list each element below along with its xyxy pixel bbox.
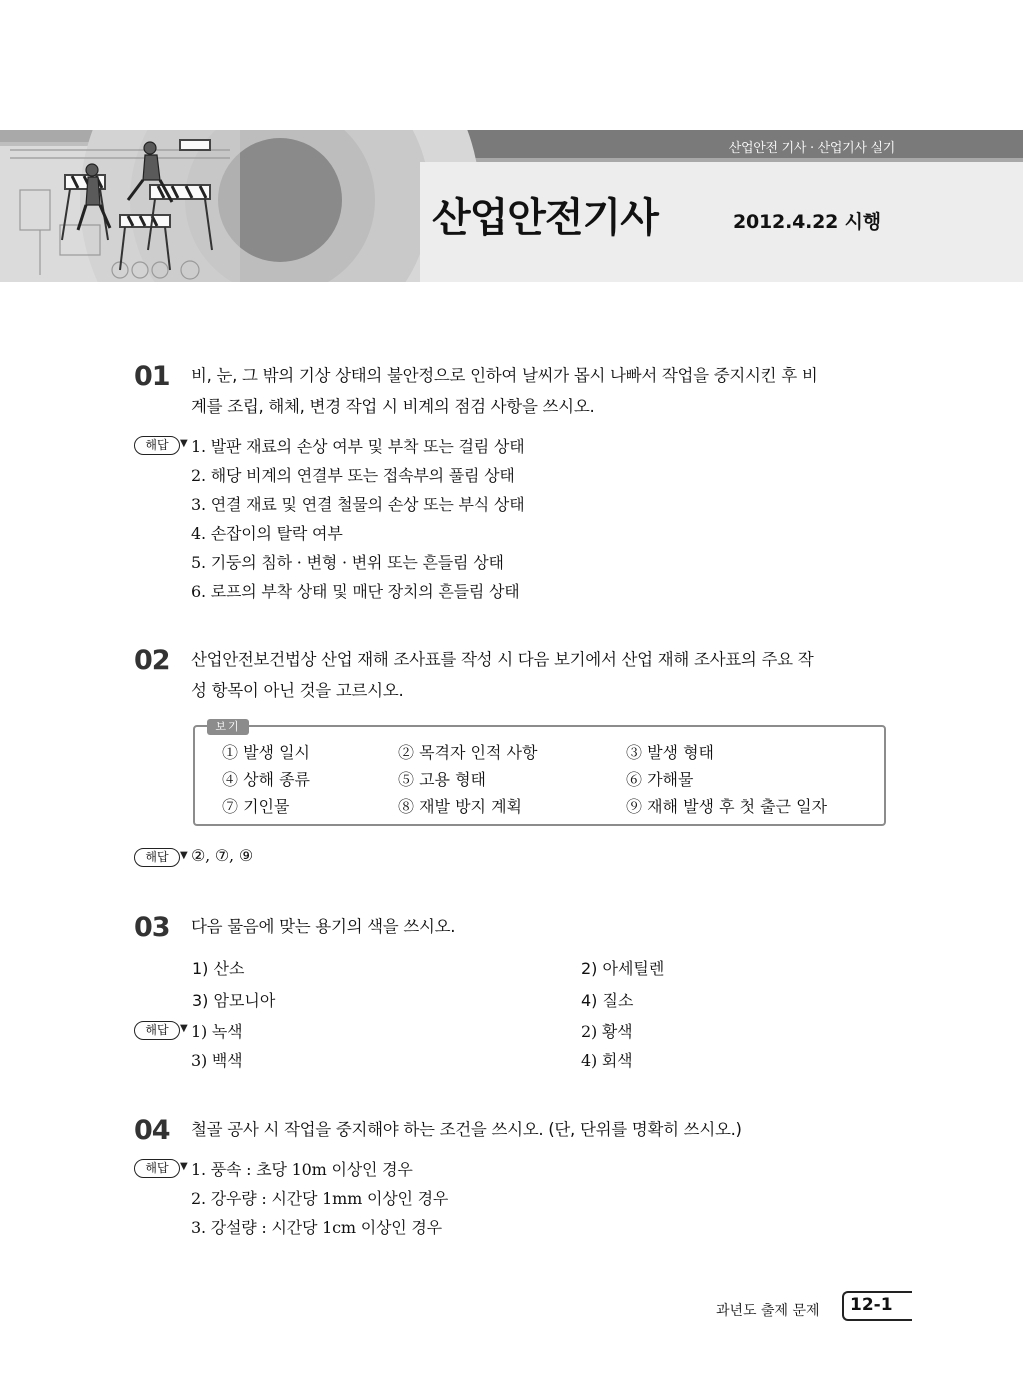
answer-line: 5. 기둥의 침하 · 변형 · 변위 또는 흔들림 상태 [191, 553, 504, 572]
answer-label: 해답 [134, 1159, 180, 1178]
example-item: ⑤ 고용 형태 [398, 770, 486, 789]
arrow-down-icon: ▼ [180, 850, 188, 861]
answer-line: 3) 백색 [191, 1051, 243, 1070]
answer-line: 2. 해당 비계의 연결부 또는 접속부의 풀림 상태 [191, 466, 515, 485]
arrow-down-icon: ▼ [180, 1023, 188, 1034]
example-label: 보기 [207, 719, 249, 735]
answer-tag [134, 436, 192, 455]
answer-tag [134, 1159, 192, 1178]
question-item: 3) 암모니아 [192, 991, 276, 1010]
example-item: ⑥ 가해물 [626, 770, 694, 789]
question-item: 4) 질소 [581, 991, 634, 1010]
question-line: 성 항목이 아닌 것을 고르시오. [191, 681, 404, 700]
answer-line: 1. 풍속 : 초당 10m 이상인 경우 [191, 1160, 413, 1179]
answer-line: 4) 회색 [581, 1051, 633, 1070]
answer-tag [134, 848, 192, 867]
question-text [191, 644, 891, 706]
question-text [191, 360, 891, 422]
question-number: 01 [134, 361, 170, 392]
answer-line: 1. 발판 재료의 손상 여부 및 부착 또는 걸림 상태 [191, 437, 525, 456]
footer-label: 과년도 출제 문제 [716, 1303, 820, 1319]
header-banner [0, 130, 1023, 282]
answer-label: 해답 [134, 848, 180, 867]
example-item: ⑨ 재해 발생 후 첫 출근 일자 [626, 797, 828, 816]
exam-date: 2012.4.22 시행 [733, 211, 881, 233]
question-line: 산업안전보건법상 산업 재해 조사표를 작성 시 다음 보기에서 산업 재해 조사표의 주요 작 [191, 650, 814, 669]
page-number: 12-1 [850, 1295, 893, 1315]
example-item: ⑧ 재발 방지 계획 [398, 797, 522, 816]
question-number: 02 [134, 645, 170, 676]
example-item: ② 목격자 인적 사항 [398, 743, 538, 762]
example-item: ③ 발생 형태 [626, 743, 714, 762]
example-box [193, 720, 886, 826]
question-item: 1) 산소 [192, 959, 245, 978]
example-item: ① 발생 일시 [222, 743, 310, 762]
answer-line: 6. 로프의 부착 상태 및 매단 장치의 흔들림 상태 [191, 582, 520, 601]
example-item: ④ 상해 종류 [222, 770, 310, 789]
arrow-down-icon: ▼ [180, 1161, 188, 1172]
question-line: 다음 물음에 맞는 용기의 색을 쓰시오. [191, 917, 456, 936]
answer-line: 3. 연결 재료 및 연결 철물의 손상 또는 부식 상태 [191, 495, 525, 514]
book-subtitle: 산업안전 기사 · 산업기사 실기 [728, 141, 895, 156]
question-text [191, 911, 891, 942]
answer-label: 해답 [134, 1021, 180, 1040]
question-line: 비, 눈, 그 밖의 기상 상태의 불안정으로 인하여 날씨가 몹시 나빠서 작업을 중지시킨 후 비 [191, 366, 818, 385]
question-text [191, 1114, 891, 1145]
answer-tag [134, 1021, 192, 1040]
question-item: 2) 아세틸렌 [581, 959, 665, 978]
question-number: 04 [134, 1115, 170, 1146]
arrow-down-icon: ▼ [180, 438, 188, 449]
answer-line: ②, ⑦, ⑨ [191, 846, 253, 865]
answer-line: 4. 손잡이의 탈락 여부 [191, 524, 343, 543]
page-title: 산업안전기사 [432, 195, 658, 241]
question-line: 철골 공사 시 작업을 중지해야 하는 조건을 쓰시오. (단, 단위를 명확히 쓰시오.) [191, 1120, 742, 1139]
answer-line: 2. 강우량 : 시간당 1mm 이상인 경우 [191, 1189, 449, 1208]
answer-line: 3. 강설량 : 시간당 1cm 이상인 경우 [191, 1218, 442, 1237]
answer-label: 해답 [134, 436, 180, 455]
example-item: ⑦ 기인물 [222, 797, 290, 816]
answer-line: 2) 황색 [581, 1022, 633, 1041]
question-number: 03 [134, 912, 170, 943]
answer-line: 1) 녹색 [191, 1022, 243, 1041]
question-line: 계를 조립, 해체, 변경 작업 시 비계의 점검 사항을 쓰시오. [191, 397, 595, 416]
